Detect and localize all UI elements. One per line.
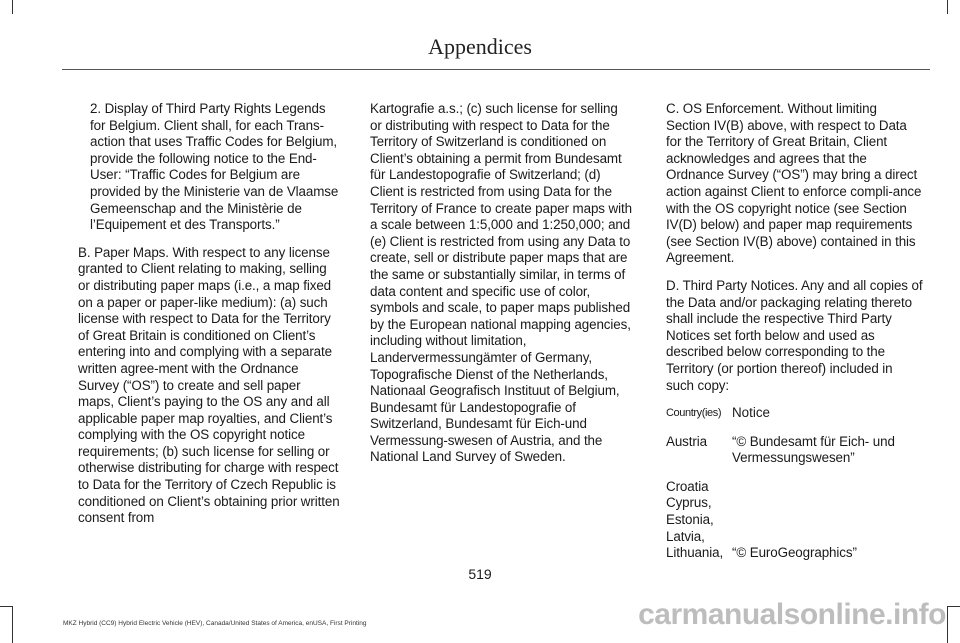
table-header-country: Country(ies) xyxy=(666,407,722,420)
page-number: 519 xyxy=(468,566,492,582)
crop-mark-top-left xyxy=(12,0,13,14)
paragraph-os-enforcement: C. OS Enforcement. Without limiting Section IV(B) above, with respect to Data for the Territory of Great Britain, Client acknowledges and agrees that the Ordnance Survey (“OS”) may bring a direct action against Client to enforce compli-ance with the OS copyright notice (see Section IV(D) below) and paper map requirements (see Section IV(B) above) contained in this Agreement. xyxy=(666,101,922,266)
table-header-notice: Notice xyxy=(732,405,770,421)
text-column-3 xyxy=(666,101,924,574)
crop-mark-top-right xyxy=(947,0,948,14)
header-rule xyxy=(62,69,930,70)
table-cell-notice xyxy=(732,479,924,574)
crop-mark-bottom-left-h xyxy=(0,606,13,607)
table-row xyxy=(666,434,924,479)
crop-mark-bottom-right-h xyxy=(947,606,960,607)
text-column-2 xyxy=(370,101,632,477)
notices-table xyxy=(666,405,924,574)
crop-mark-bottom-left-v xyxy=(12,606,13,643)
paragraph-paper-maps-continued: Kartografie a.s.; (c) such license for selling or distributing with respect to Data for the Territory of Switzerland is conditioned on Client’s obtaining a permit from Bundesamt für Landestopografie of Switzerland; (d) Client is restricted from using Data for the Territory of France to create paper maps with a scale between 1:5,000 and 1:250,000; and (e) Client is restricted from using any Data to create, sell or distribute paper maps that are the same or substantially similar, in terms of data content and specific use of color, symbols and scale, to paper maps published by the European national mapping agencies, including without limitation, Landervermessungämter of Germany, Topografische Dienst of the Netherlands, Nationaal Geografisch Instituut of Belgium, Bundesamt für Landestopografie of Switzerland, Bundesamt für Eich-und Vermessung-swesen of Austria, and the National Land Survey of Sweden. xyxy=(370,101,632,465)
table-cell-country: Croatia Cyprus, Estonia, Latvia, Lithuania, xyxy=(666,478,724,561)
page-title: Appendices xyxy=(428,34,532,59)
table-header-row xyxy=(666,405,924,434)
table-row xyxy=(666,479,924,574)
printing-info: MKZ Hybrid (CC9) Hybrid Electric Vehicle (HEV), Canada/United States of America, enUSA, First Printing xyxy=(63,620,367,627)
paragraph-paper-maps: B. Paper Maps. With respect to any license granted to Client relating to making, selling or distributing paper maps (i.e., a map fixed on a paper or paper-like medium): (a) such license with respect to Data for the Territory of Great Britain is conditioned on Client’s entering into and complying with a separate written agree-ment with the Ordnance Survey (“OS”) to create and sell paper maps, Client’s paying to the OS any and all applicable paper map royalties, and Client’s complying with the OS copyright notice requirements; (b) such license for selling or otherwise distributing for charge with respect to Data for the Territory of Czech Republic is conditioned on Client’s obtaining prior written consent from xyxy=(78,244,340,526)
watermark: carmanualsonline.info xyxy=(638,598,946,631)
paragraph-belgium-legend: 2. Display of Third Party Rights Legends for Belgium. Client shall, for each Trans-action that uses Traffic Codes for Belgium, provide the following notice to the End-User: “Traffic Codes for Belgium are provided by the Ministerie van de Vlaamse Gemeenschap and the Ministèrie de l’Equipement et des Transports.” xyxy=(90,101,339,233)
table-cell-notice: “© Bundesamt für Eich- und Vermessungswesen” xyxy=(732,433,895,466)
text-column-1 xyxy=(78,101,340,538)
crop-mark-bottom-right-v xyxy=(947,606,948,643)
table-cell-country: Austria xyxy=(666,433,707,449)
paragraph-third-party-notices: D. Third Party Notices. Any and all copies of the Data and/or packaging relating thereto shall include the respective Third Party Notices set forth below and used as described below corresponding to the Territory (or portion thereof) included in such copy: xyxy=(666,277,923,393)
table-cell-notice-text: “© EuroGeographics” xyxy=(732,545,857,561)
